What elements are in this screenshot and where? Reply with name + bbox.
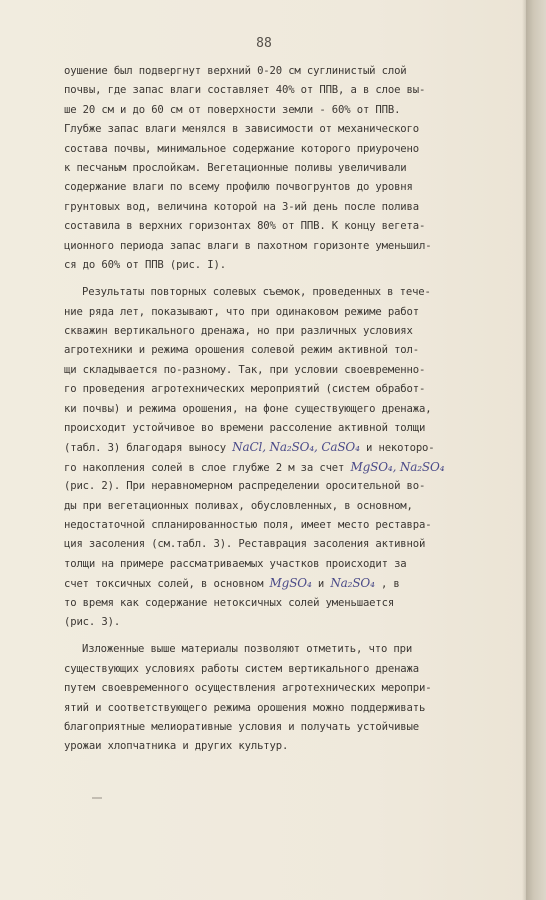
text-line: щи складывается по-разному. Так, при условии своевременно- (64, 363, 426, 376)
handwritten-formulas: MgSO₄, Na₂SO₄ (350, 459, 445, 474)
pencil-mark (92, 797, 102, 799)
text-line: ся до 60% от ППВ (рис. I). (64, 258, 226, 271)
text-line-with-formulas (64, 458, 516, 477)
text-line: урожаи хлопчатника и других культур. (64, 740, 289, 753)
text-line: к песчаным прослойкам. Вегетационные поливы увеличивали (64, 161, 407, 174)
text-line: (рис. 2). При неравномерном распределении оросительной во- (64, 480, 426, 493)
text-line: существующих условиях работы систем вертикального дренажа (64, 662, 419, 675)
text-line: ние ряда лет, показывают, что при одинаковом режиме работ (64, 305, 419, 318)
text-line: почвы, где запас влаги составляет 40% от ППВ, а в слое вы- (64, 84, 426, 97)
text-line: ционного периода запас влаги в пахотном горизонте уменьшил- (64, 239, 432, 252)
text-line: ше 20 см и до 60 см от поверхности земли - 60% от ППВ. (64, 103, 401, 116)
text-line: грунтовых вод, величина которой на 3-ий день после полива (64, 200, 419, 213)
paragraph-2 (64, 283, 516, 632)
paragraph-1 (64, 62, 516, 275)
text-line-with-formulas (64, 574, 516, 593)
text-line: то время как содержание нетоксичных солей уменьшается (64, 596, 395, 609)
line-text: счет токсичных солей, в основном (64, 578, 270, 591)
handwritten-formula: Na₂SO₄ (330, 576, 375, 591)
text-line: агротехники и режима орошения солевой режим активной тол- (64, 344, 419, 357)
line-text: и (311, 578, 331, 591)
line-text: го накопления солей в слое глубже 2 м за счет (64, 461, 351, 474)
book-spine (526, 0, 546, 900)
text-line: Результаты повторных солевых съемок, проведенных в тече- (82, 286, 431, 299)
text-line: го проведения агротехнических мероприятий (систем обработ- (64, 383, 426, 396)
text-line: составила в верхних горизонтах 80% от ППВ. К концу вегета- (64, 220, 426, 233)
text-line: ция засоления (см.табл. 3). Реставрация засоления активной (64, 538, 426, 551)
page-number: 88 (256, 36, 272, 51)
text-line: толщи на примере рассматриваемых участков происходит за (64, 557, 407, 570)
line-text: , в (374, 578, 400, 591)
text-line: недостаточной спланированностью поля, имеет место реставра- (64, 518, 432, 531)
text-line: состава почвы, минимальное содержание которого приурочено (64, 142, 419, 155)
text-line-with-formulas (64, 438, 516, 457)
text-line: Изложенные выше материалы позволяют отметить, что при (82, 643, 413, 656)
line-text: (табл. 3) благодаря выносу (64, 442, 233, 455)
text-line: происходит устойчивое во времени рассоление активной толщи (64, 422, 426, 435)
handwritten-formulas: NaCl, Na₂SO₄, CaSO₄ (232, 440, 360, 455)
text-line: путем своевременного осуществления агротехнических меропри- (64, 682, 432, 695)
text-line: ятий и соответствующего режима орошения можно поддерживать (64, 701, 426, 714)
text-line: оушение был подвергнут верхний 0-20 см суглинистый слой (64, 65, 407, 77)
paragraph-3 (64, 640, 516, 756)
text-line: Глубже запас влаги менялся в зависимости от механического (64, 123, 419, 136)
text-line: благоприятные мелиоративные условия и получать устойчивые (64, 720, 419, 733)
text-line: (рис. 3). (64, 615, 121, 628)
line-text: и некоторо- (359, 442, 435, 455)
text-line: скважин вертикального дренажа, но при различных условиях (64, 325, 413, 338)
body-text (64, 62, 516, 757)
text-line: ды при вегетационных поливах, обусловленных, в основном, (64, 499, 413, 512)
text-line: содержание влаги по всему профилю почвогрунтов до уровня (64, 181, 413, 194)
handwritten-formula: MgSO₄ (269, 576, 312, 591)
text-line: ки почвы) и режима орошения, на фоне существующего дренажа, (64, 402, 432, 415)
